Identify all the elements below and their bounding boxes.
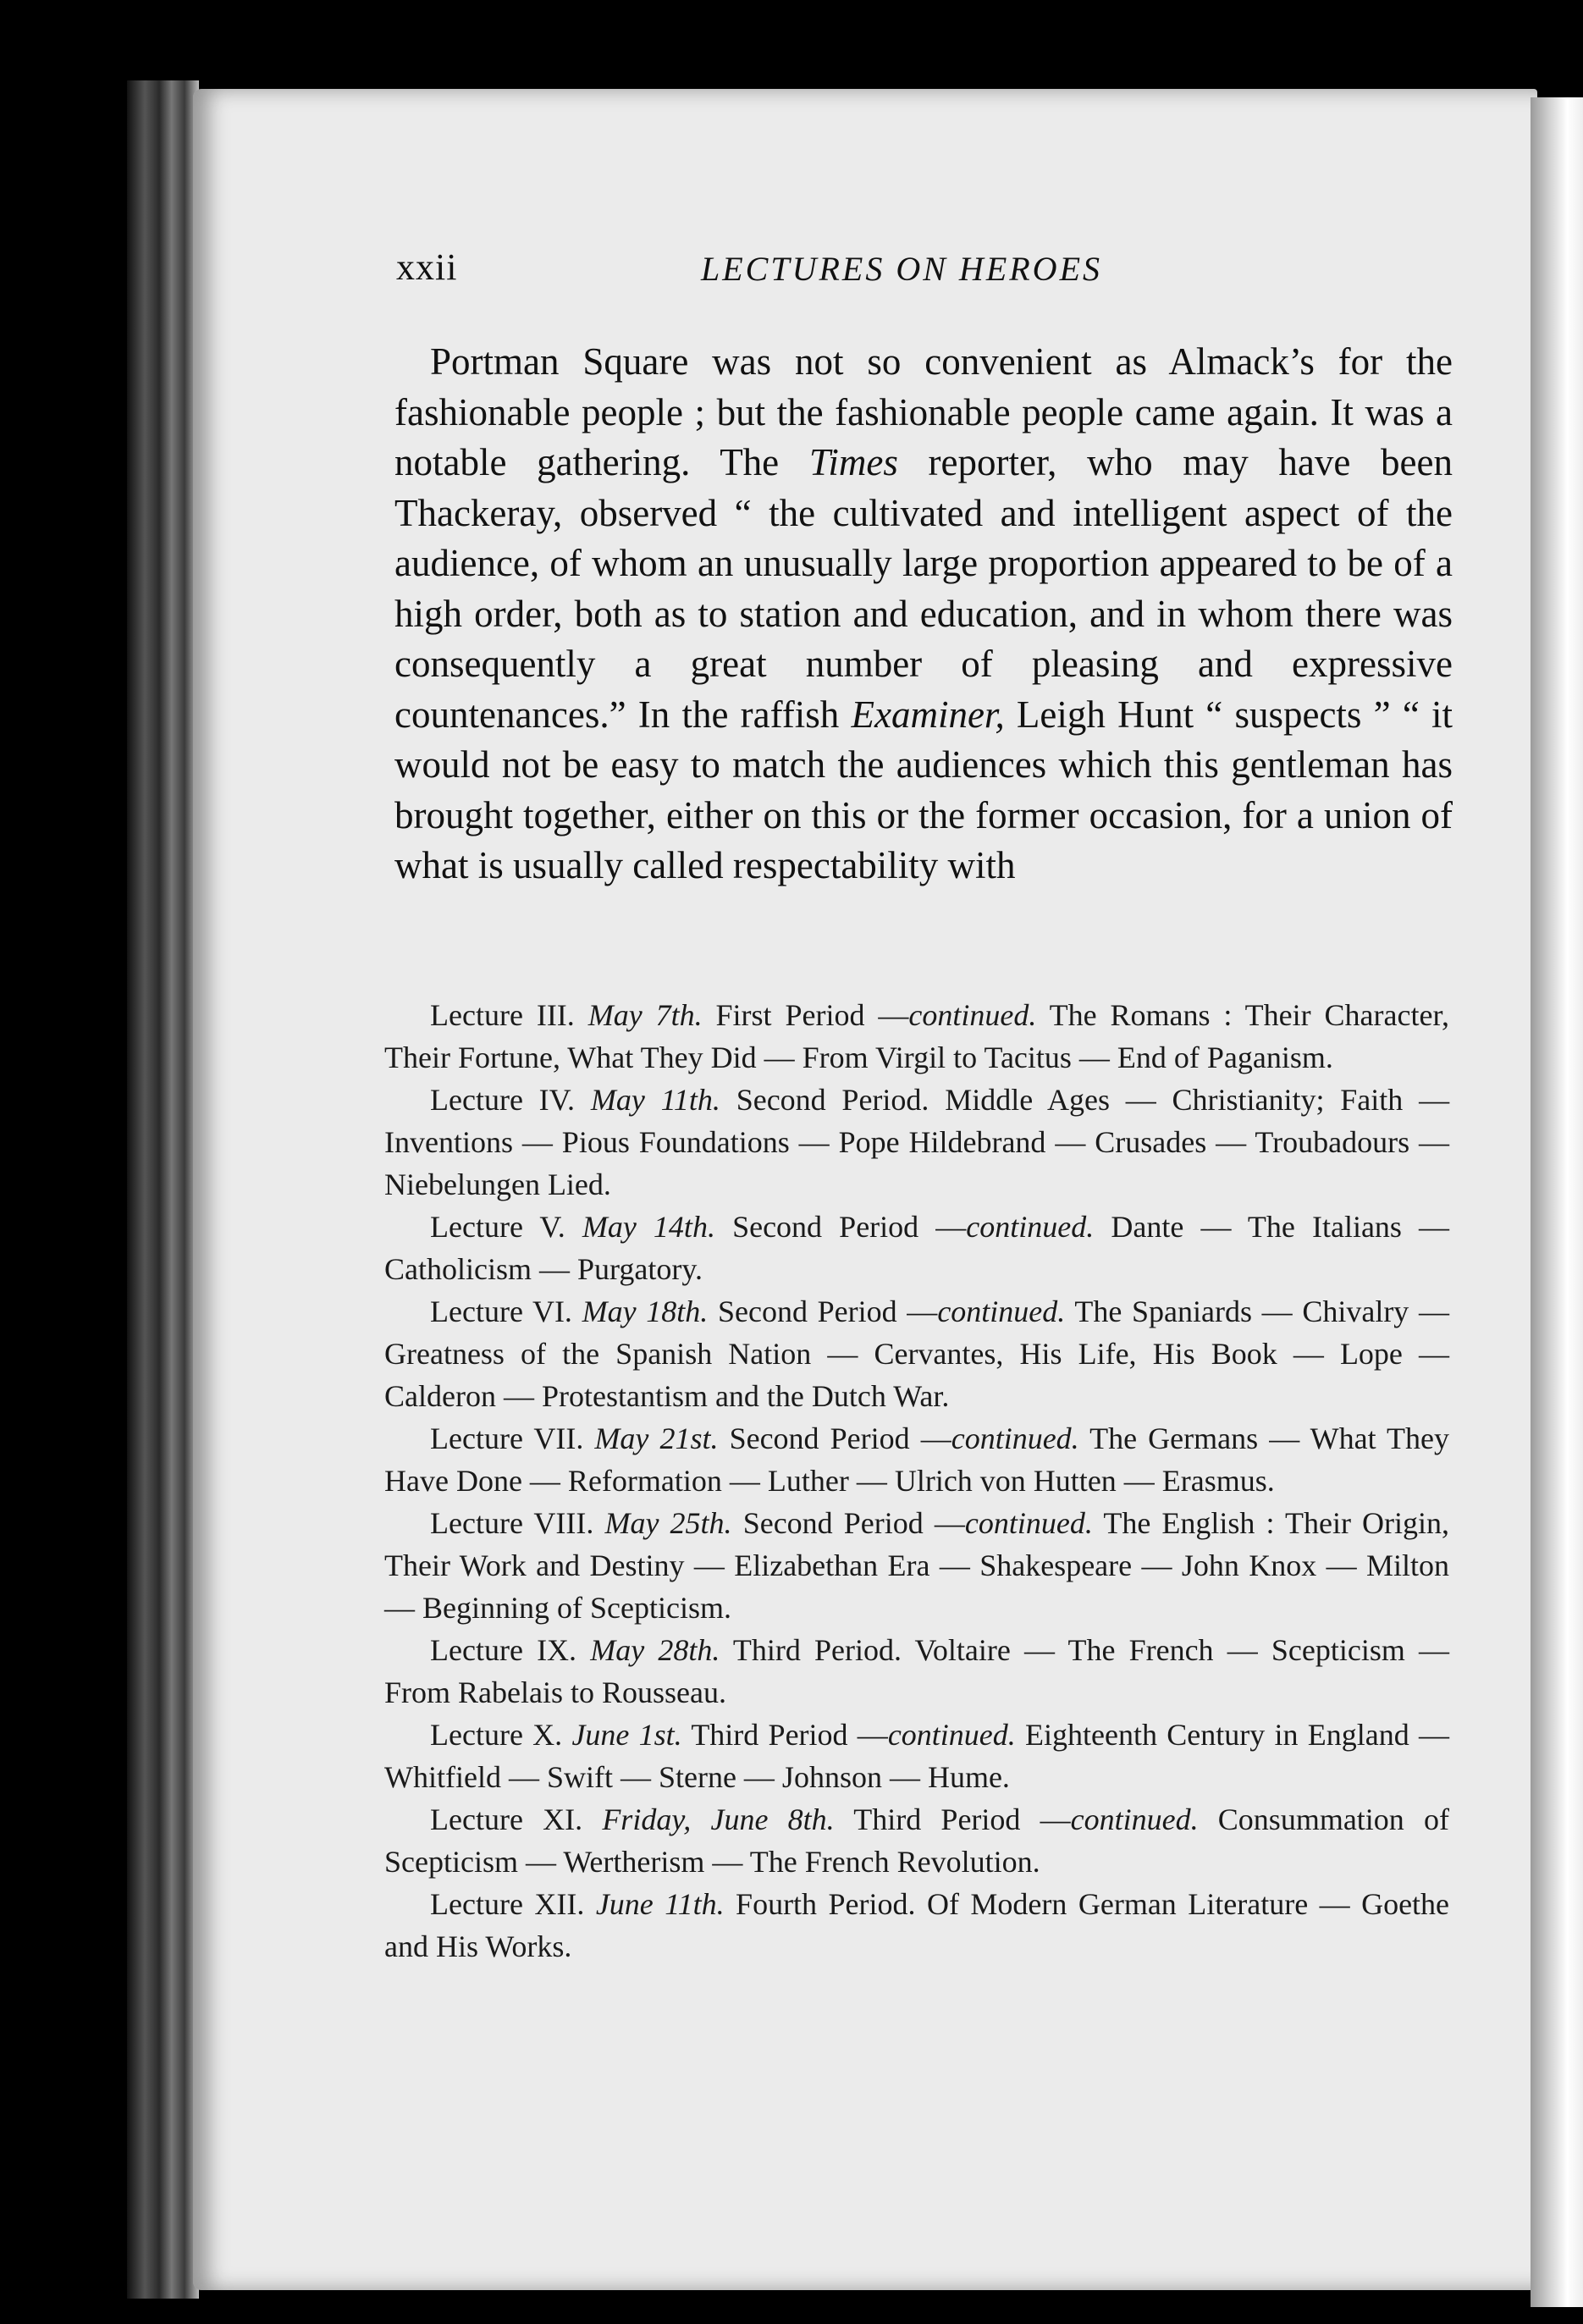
lecture-label: Lecture VIII. [430,1506,594,1540]
lecture-label: Lecture VII. [430,1421,584,1455]
lecture-entry [384,1798,1449,1883]
lecture-date: May 28th. [590,1633,720,1667]
lecture-topics: The English : Their Origin, Their Work and Destiny — Elizabethan Era — Shakespeare — John Knox — Milton — Beginning of Scepticism. [384,1506,1450,1625]
lecture-label: Lecture IV. [430,1083,576,1117]
lecture-label: Lecture VI. [430,1294,572,1328]
page-edge-left [127,80,199,2299]
lecture-continued: continued. [887,1718,1016,1752]
lecture-period: Second Period — [742,1506,965,1540]
lecture-date: May 11th. [590,1083,720,1117]
lecture-topics: Middle Ages — Christianity; Faith — Inventions — Pious Foundations — Pope Hildebrand — Crusades — Troubadours — Niebelungen Lied. [384,1083,1450,1201]
lecture-entry [384,994,1449,1079]
lecture-date: May 18th. [582,1294,709,1328]
lecture-continued: continued. [964,1506,1093,1540]
body-text-part-2: reporter, who may have been Thackeray, observed “ the cultivated and intelligent aspect of the audience, of whom an unusually large proportion appeared to be of a high order, both as to station and education, and in whom there was consequently a great number of pleasing and expressive countenances.” In the raffish [394,441,1453,736]
page-edge-right [1531,97,1583,2307]
lecture-entry [384,1502,1449,1629]
lecture-topics: Consummation of Scepticism — Wertherism — The French Revolution. [384,1802,1449,1879]
lecture-label: Lecture IX. [430,1633,577,1667]
lecture-label: Lecture XI. [430,1802,583,1836]
lecture-entry [384,1883,1449,1968]
body-text-part-3: Leigh Hunt “ suspects ” “ it would not be easy to match the audiences which this gentleman has brought together, either on this or the former occasion, for a union of what is usually called respectability with [394,693,1453,886]
lecture-date: May 21st. [594,1421,719,1455]
running-title: LECTURES ON HEROES [701,250,1102,288]
lecture-entry [384,1079,1449,1206]
lecture-date: May 14th. [582,1210,715,1244]
lecture-period: Second Period — [729,1421,951,1455]
lecture-topics: The Germans — What They Have Done — Reformation — Luther — Ulrich von Hutten — Erasmus. [384,1421,1450,1498]
lecture-topics: Voltaire — The French — Scepticism — From Rabelais to Rousseau. [384,1633,1449,1709]
lecture-entry [384,1629,1449,1714]
body-paragraph [394,337,1453,892]
lecture-period: Second Period — [717,1294,938,1328]
lecture-period: Third Period. [732,1633,902,1667]
lecture-label: Lecture III. [430,998,575,1032]
lecture-label: Lecture XII. [430,1887,585,1921]
lecture-period: Fourth Period. [736,1887,916,1921]
lecture-period: Second Period. [736,1083,929,1117]
lecture-label: Lecture V. [430,1210,565,1244]
lecture-period: Third Period — [691,1718,888,1752]
times-title: Times [808,441,898,483]
lecture-date: Friday, June 8th. [602,1802,835,1836]
lecture-continued: continued. [908,998,1037,1032]
lecture-continued: continued. [1070,1802,1199,1836]
lecture-period: Third Period — [853,1802,1071,1836]
lecture-date: June 1st. [571,1718,682,1752]
lecture-entry [384,1714,1449,1798]
page-header [396,246,1459,296]
lecture-date: June 11th. [595,1887,725,1921]
page-number: xxii [396,246,458,288]
examiner-title: Examiner, [851,693,1005,736]
lecture-label: Lecture X. [430,1718,563,1752]
lecture-topics: Dante — The Italians — Catholicism — Purgatory. [384,1210,1450,1286]
lecture-topics: Eighteenth Century in England — Whitfield — Swift — Sterne — Johnson — Hume. [384,1718,1450,1794]
lecture-date: May 7th. [587,998,703,1032]
lecture-entry [384,1290,1449,1417]
lecture-topics: The Romans : Their Character, Their Fortune, What They Did — From Virgil to Tacitus — End of Paganism. [384,998,1450,1074]
lecture-period: First Period — [715,998,909,1032]
lecture-entry [384,1417,1449,1502]
lecture-topics: The Spaniards — Chivalry — Greatness of the Spanish Nation — Cervantes, His Life, His Book — Lope — Calderon — Protestantism and the Dutch War. [384,1294,1449,1413]
lecture-date: May 25th. [604,1506,732,1540]
body-text-part-1: Portman Square was not so convenient as Almack’s for the fashionable people ; but the fashionable people came again. It was a notable gathering. The [394,340,1453,483]
lecture-continued: continued. [966,1210,1095,1244]
lecture-topics: Of Modern German Literature — Goethe and His Works. [384,1887,1450,1963]
lecture-list [384,994,1449,1968]
lecture-entry [384,1206,1449,1290]
lecture-continued: continued. [951,1421,1079,1455]
lecture-period: Second Period — [732,1210,967,1244]
lecture-continued: continued. [937,1294,1066,1328]
